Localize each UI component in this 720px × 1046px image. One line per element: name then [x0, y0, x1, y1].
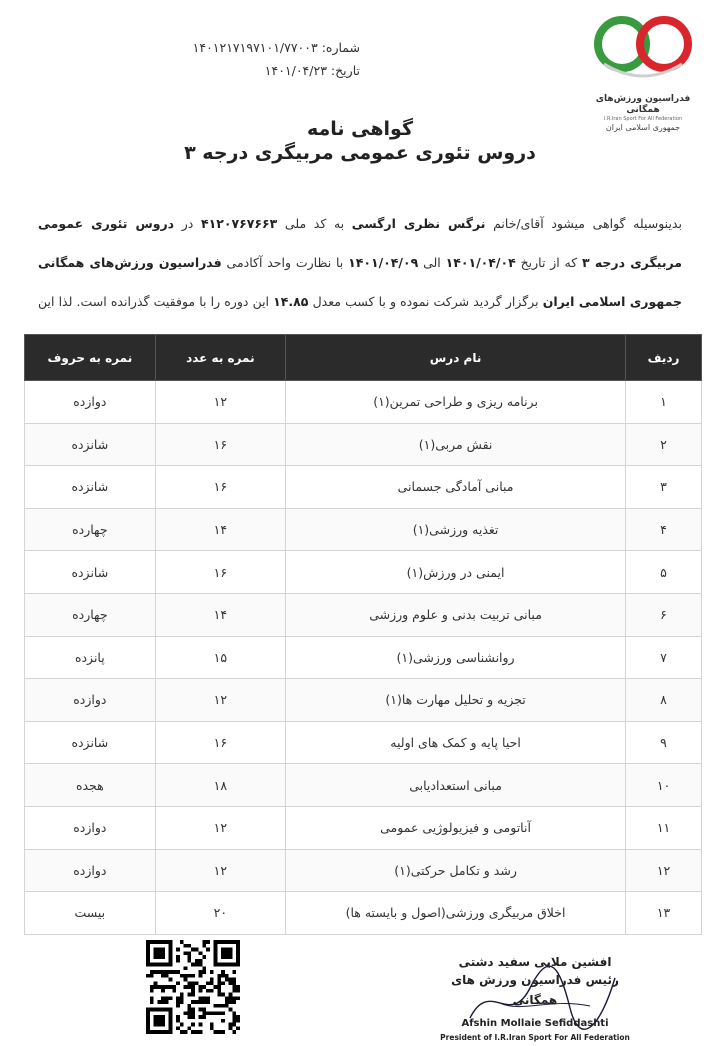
cell-score-words: شانزده — [25, 551, 156, 594]
cell-score-words: شانزده — [25, 721, 156, 764]
logo-title: فدراسیون ورزش‌های همگانی — [595, 94, 691, 115]
cell-score-words: دوازده — [25, 679, 156, 722]
cell-score-number: ۱۲ — [155, 806, 285, 849]
cell-score-number: ۱۲ — [155, 849, 285, 892]
cell-course-name: ایمنی در ورزش(۱) — [286, 551, 626, 594]
cell-course-name: برنامه ریزی و طراحی تمرین(۱) — [286, 381, 626, 424]
date-label: تاریخ: — [330, 63, 360, 78]
cell-index: ۴ — [626, 508, 702, 551]
holder-name: نرگس نظری ارگسی — [351, 216, 486, 231]
cell-course-name: مبانی آمادگی جسمانی — [286, 466, 626, 509]
table-row — [25, 679, 702, 722]
cell-index: ۷ — [626, 636, 702, 679]
number-value: ۱۴۰۱۲۱۷۱۹۷۱۰۱/۷۷۰۰۳ — [192, 40, 318, 55]
statement-part-2: به کد ملی — [284, 216, 345, 231]
cell-index: ۱۰ — [626, 764, 702, 807]
federation-name: فدراسیون ورزش‌های همگانی جمهوری اسلامی ایران — [38, 255, 682, 309]
statement-part-1: بدینوسیله گواهی میشود آقای/خانم — [493, 216, 682, 231]
table-row — [25, 721, 702, 764]
reference-block — [192, 36, 360, 82]
cell-course-name: روانشناسی ورزشی(۱) — [286, 636, 626, 679]
table-row — [25, 381, 702, 424]
date-to: ۱۴۰۱/۰۴/۰۹ — [348, 255, 419, 270]
signature-block — [440, 954, 630, 1042]
cell-score-words: دوازده — [25, 381, 156, 424]
cell-score-number: ۲۰ — [155, 892, 285, 935]
cell-score-words: هجده — [25, 764, 156, 807]
statement-part-5: الی — [423, 255, 441, 270]
certificate-title: گواهی نامه — [306, 118, 414, 140]
date-from: ۱۴۰۱/۰۴/۰۴ — [445, 255, 516, 270]
cell-index: ۳ — [626, 466, 702, 509]
signer-name: افشین ملایی سفید دشتی — [458, 955, 612, 969]
table-row — [25, 764, 702, 807]
header-course-name: نام درس — [286, 335, 626, 381]
table-row — [25, 806, 702, 849]
cell-score-words: چهارده — [25, 508, 156, 551]
statement-part-6: با نظارت واحد آکادمی — [226, 255, 344, 270]
cell-index: ۱۲ — [626, 849, 702, 892]
cell-score-words: شانزده — [25, 423, 156, 466]
cell-score-number: ۱۲ — [155, 679, 285, 722]
logo-subtitle-en: I.R.Iran Sport For All Federation — [603, 116, 683, 122]
cell-score-words: بیست — [25, 892, 156, 935]
number-label: شماره: — [321, 40, 360, 55]
course-title: دروس تئوری عمومی مربیگری درجه ۳ — [184, 142, 536, 164]
cell-index: ۱۱ — [626, 806, 702, 849]
statement-part-4: که از تاریخ — [520, 255, 578, 270]
table-row — [25, 593, 702, 636]
cell-course-name: اخلاق مربیگری ورزشی(اصول و بایسته ها) — [286, 892, 626, 935]
cell-index: ۶ — [626, 593, 702, 636]
cell-score-words: چهارده — [25, 593, 156, 636]
cell-score-number: ۱۴ — [155, 508, 285, 551]
cell-index: ۲ — [626, 423, 702, 466]
table-row — [25, 466, 702, 509]
signer-name-en: Afshin Mollaie Sefiddashti — [461, 1018, 609, 1029]
cell-score-words: دوازده — [25, 849, 156, 892]
cell-score-number: ۱۲ — [155, 381, 285, 424]
header-score-words: نمره به حروف — [25, 335, 156, 381]
cell-score-number: ۱۶ — [155, 551, 285, 594]
cell-index: ۱ — [626, 381, 702, 424]
cell-course-name: نقش مربی(۱) — [286, 423, 626, 466]
header-index: ردیف — [626, 335, 702, 381]
federation-logo — [584, 6, 702, 132]
cell-course-name: آناتومی و فیزیولوژیی عمومی — [286, 806, 626, 849]
signer-role: رئیس فدراسیون ورزش های همگانی — [451, 973, 619, 1007]
signer-role-en: President of I.R.Iran Sport For All Federation — [440, 1033, 630, 1042]
cell-score-number: ۱۸ — [155, 764, 285, 807]
cell-score-words: دوازده — [25, 806, 156, 849]
date-value: ۱۴۰۱/۰۴/۲۳ — [264, 63, 327, 78]
cell-course-name: مبانی تربیت بدنی و علوم ورزشی — [286, 593, 626, 636]
cell-score-words: شانزده — [25, 466, 156, 509]
table-row — [25, 423, 702, 466]
cell-score-number: ۱۶ — [155, 466, 285, 509]
qr-code-icon — [146, 940, 240, 1034]
grades-table — [24, 334, 702, 935]
cell-score-number: ۱۴ — [155, 593, 285, 636]
average-score: ۱۴.۸۵ — [273, 294, 309, 309]
cell-score-words: پانزده — [25, 636, 156, 679]
cell-score-number: ۱۶ — [155, 721, 285, 764]
statement-part-8: این دوره را با موفقیت گذرانده است. لذا این — [38, 294, 270, 309]
table-row — [25, 849, 702, 892]
table-header-row — [25, 335, 702, 381]
cell-course-name: رشد و تکامل حرکتی(۱) — [286, 849, 626, 892]
cell-score-number: ۱۵ — [155, 636, 285, 679]
course-name: دروس تئوری عمومی مربیگری درجه ۳ — [38, 216, 683, 270]
cell-course-name: مبانی استعدادیابی — [286, 764, 626, 807]
table-row — [25, 636, 702, 679]
header-score-number: نمره به عدد — [155, 335, 285, 381]
cell-index: ۵ — [626, 551, 702, 594]
national-id: ۴۱۲۰۷۶۷۶۶۳ — [200, 216, 278, 231]
cell-index: ۹ — [626, 721, 702, 764]
table-row — [25, 508, 702, 551]
cell-course-name: تغذیه ورزشی(۱) — [286, 508, 626, 551]
cell-course-name: احیا پایه و کمک های اولیه — [286, 721, 626, 764]
logo-subtitle: جمهوری اسلامی ایران — [605, 123, 681, 132]
rings-logo-icon — [588, 6, 698, 92]
cell-score-number: ۱۶ — [155, 423, 285, 466]
cell-index: ۸ — [626, 679, 702, 722]
table-row — [25, 892, 702, 935]
cell-index: ۱۳ — [626, 892, 702, 935]
statement-part-7: برگزار گردید شرکت نموده و با کسب معدل — [312, 294, 539, 309]
statement-part-3: در — [181, 216, 194, 231]
cell-course-name: تجزیه و تحلیل مهارت ها(۱) — [286, 679, 626, 722]
table-row — [25, 551, 702, 594]
